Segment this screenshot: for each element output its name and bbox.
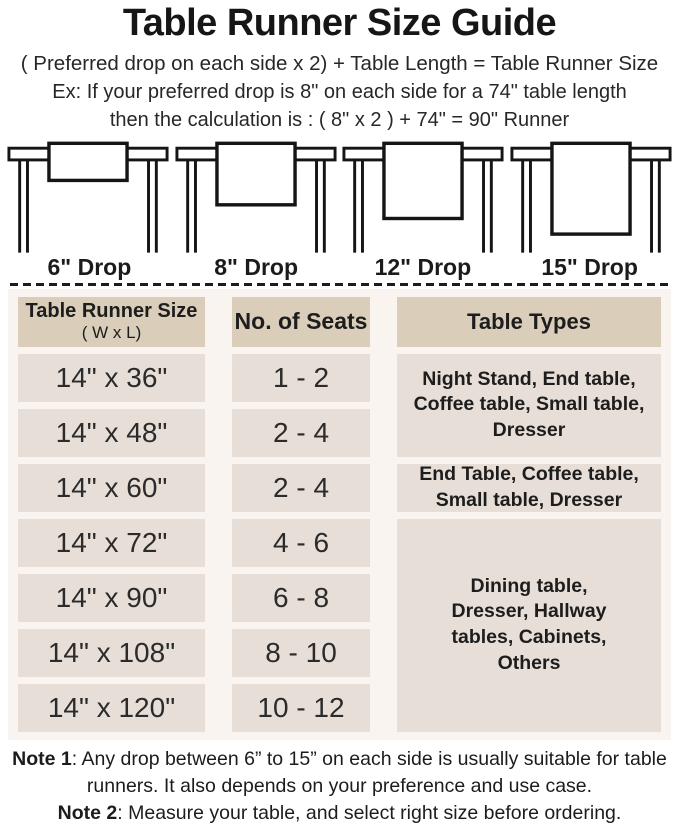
drop-illustrations (0, 141, 679, 254)
drop-label-12in: 12" Drop (374, 253, 472, 280)
table-illustration-8in (174, 141, 338, 254)
table-runner-diagram-icon (341, 141, 505, 254)
drop-labels-row (0, 254, 679, 281)
table-runner-diagram-icon (174, 141, 338, 254)
table-runner-diagram-icon (509, 141, 673, 254)
table-types-group-large: Dining table, Dresser, Hallway tables, Cabinets, Others (397, 519, 661, 732)
seats-cell: 10 - 12 (232, 684, 370, 732)
header-runner-size (18, 297, 205, 347)
example-line-2: then the calculation is : ( 8" x 2 ) + 74" = 90" Runner (109, 108, 570, 131)
size-table (8, 289, 671, 740)
header-runner-size-line2: ( W x L) (81, 323, 142, 343)
size-cell: 14" x 120" (18, 684, 205, 732)
table-illustration-6in (6, 141, 170, 254)
table-illustration-12in (341, 141, 505, 254)
page-title: Table Runner Size Guide (122, 2, 557, 44)
dashed-divider (10, 283, 669, 286)
runner-rect (552, 143, 630, 234)
size-cell: 14" x 48" (18, 409, 205, 457)
formula-text: ( Preferred drop on each side x 2) + Table Length = Table Runner Size (20, 51, 659, 75)
table-runner-diagram-icon (6, 141, 170, 254)
header-no-of-seats: No. of Seats (232, 297, 370, 347)
seats-cell: 6 - 8 (232, 574, 370, 622)
drop-label-6in: 6" Drop (47, 253, 132, 280)
size-guide-page (0, 2, 679, 828)
size-cell: 14" x 108" (18, 629, 205, 677)
table-illustration-15in (509, 141, 673, 254)
table-types-group-medium: End Table, Coffee table, Small table, Dresser (397, 464, 661, 512)
note-1 (4, 746, 675, 801)
example-line-1: Ex: If your preferred drop is 8" on each side for a 74" table length (52, 80, 627, 103)
note-2 (4, 800, 675, 827)
size-cell: 14" x 90" (18, 574, 205, 622)
seats-cell: 2 - 4 (232, 409, 370, 457)
drop-label-8in: 8" Drop (214, 253, 298, 280)
runner-rect (384, 143, 462, 218)
table-types-group-small: Night Stand, End table, Coffee table, Small table, Dresser (397, 354, 661, 457)
runner-rect (49, 143, 127, 180)
seats-cell: 4 - 6 (232, 519, 370, 567)
runner-rect (217, 143, 295, 205)
seats-cell: 8 - 10 (232, 629, 370, 677)
header-table-types: Table Types (397, 297, 661, 347)
note-1-label: Note 1 (12, 747, 72, 770)
header-runner-size-line1: Table Runner Size (25, 300, 198, 323)
notes-section (0, 746, 679, 828)
size-cell: 14" x 60" (18, 464, 205, 512)
note-2-text: : Measure your table, and select right size before ordering. (117, 802, 622, 825)
seats-cell: 2 - 4 (232, 464, 370, 512)
size-cell: 14" x 72" (18, 519, 205, 567)
drop-label-15in: 15" Drop (541, 253, 638, 280)
note-2-label: Note 2 (57, 802, 118, 825)
note-1-text: : Any drop between 6” to 15” on each side is usually suitable for table runners. It also depends on your preference and use case. (71, 747, 667, 797)
size-cell: 14" x 36" (18, 354, 205, 402)
seats-cell: 1 - 2 (232, 354, 370, 402)
